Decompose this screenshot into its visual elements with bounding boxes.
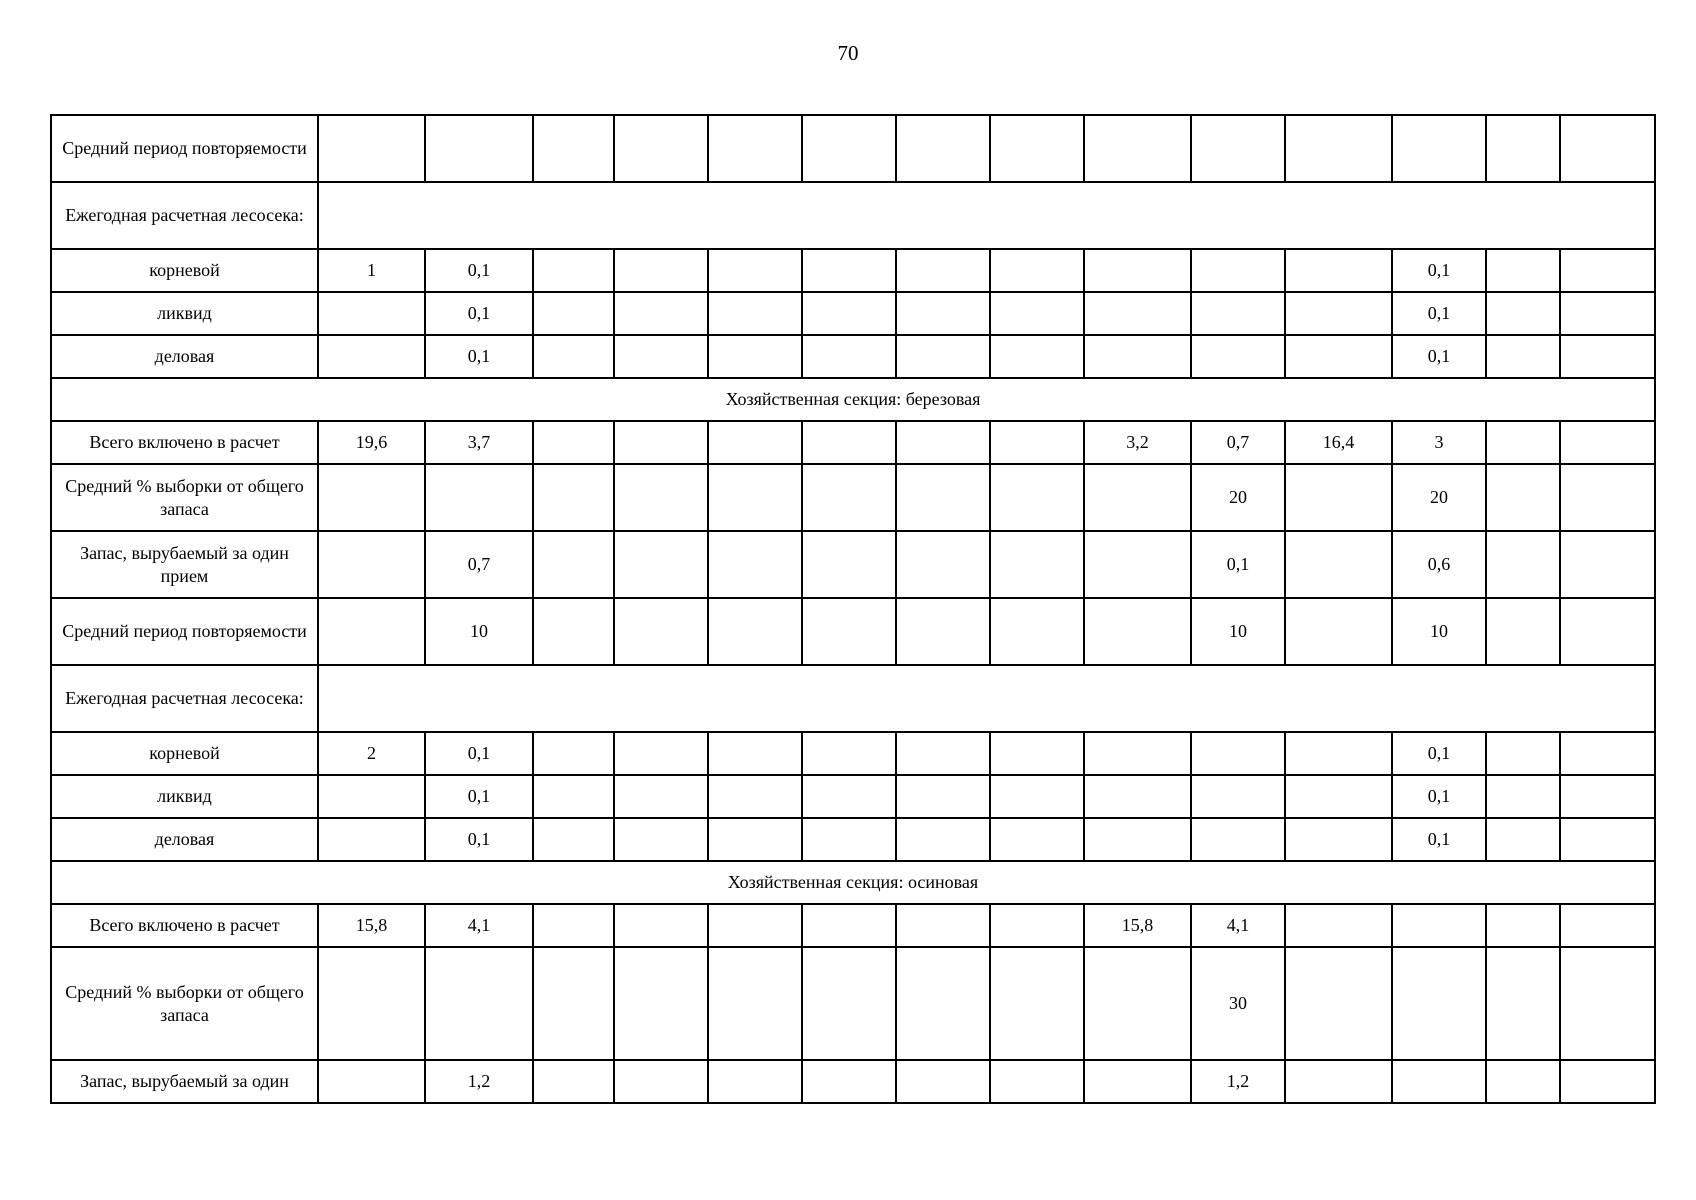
table-cell: 0,1 xyxy=(1392,292,1486,335)
table-cell: 0,1 xyxy=(425,249,533,292)
table-row xyxy=(51,182,1655,249)
row-label: Средний период повторяемости xyxy=(51,598,318,665)
table-cell xyxy=(318,335,425,378)
table-row xyxy=(51,531,1655,598)
table-cell xyxy=(1191,818,1285,861)
table-cell xyxy=(1285,115,1392,182)
table-row xyxy=(51,249,1655,292)
table-cell xyxy=(990,421,1084,464)
table-cell: 19,6 xyxy=(318,421,425,464)
row-label: ликвид xyxy=(51,775,318,818)
forest-data-table xyxy=(50,114,1656,1104)
table-cell xyxy=(1560,732,1655,775)
table-cell xyxy=(614,292,708,335)
merged-empty-cell xyxy=(318,182,1655,249)
table-cell xyxy=(533,464,614,531)
table-cell xyxy=(1285,1060,1392,1103)
table-cell xyxy=(708,531,802,598)
table-cell xyxy=(614,775,708,818)
row-label: Средний % выборки от общего запаса xyxy=(51,947,318,1060)
row-label: Всего включено в расчет xyxy=(51,904,318,947)
table-cell xyxy=(1560,464,1655,531)
table-cell xyxy=(1084,335,1191,378)
table-row xyxy=(51,904,1655,947)
table-cell: 0,1 xyxy=(425,818,533,861)
table-cell xyxy=(1486,421,1560,464)
table-cell xyxy=(614,947,708,1060)
table-row xyxy=(51,292,1655,335)
table-cell xyxy=(708,464,802,531)
table-cell: 0,1 xyxy=(425,775,533,818)
table-cell xyxy=(802,598,896,665)
table-cell xyxy=(533,531,614,598)
table-cell xyxy=(896,292,990,335)
table-cell xyxy=(1560,249,1655,292)
table-cell: 0,1 xyxy=(1392,249,1486,292)
table-cell xyxy=(708,292,802,335)
table-cell xyxy=(896,904,990,947)
table-cell: 0,7 xyxy=(425,531,533,598)
table-cell xyxy=(1486,904,1560,947)
table-cell: 0,1 xyxy=(1392,818,1486,861)
table-cell: 10 xyxy=(1191,598,1285,665)
table-cell xyxy=(1392,947,1486,1060)
table-cell: 3,7 xyxy=(425,421,533,464)
table-cell: 4,1 xyxy=(1191,904,1285,947)
table-cell xyxy=(1285,335,1392,378)
table-cell xyxy=(990,775,1084,818)
table-cell xyxy=(1084,732,1191,775)
table-cell xyxy=(1285,464,1392,531)
row-label: ликвид xyxy=(51,292,318,335)
table-cell xyxy=(614,115,708,182)
table-cell xyxy=(708,115,802,182)
table-cell: 3,2 xyxy=(1084,421,1191,464)
table-cell xyxy=(802,775,896,818)
table-cell xyxy=(1486,732,1560,775)
section-header-row xyxy=(51,378,1655,421)
table-cell xyxy=(1560,335,1655,378)
table-cell xyxy=(318,1060,425,1103)
table-cell xyxy=(614,904,708,947)
table-cell xyxy=(802,947,896,1060)
table-cell xyxy=(1191,292,1285,335)
table-row xyxy=(51,464,1655,531)
table-cell xyxy=(990,904,1084,947)
table-cell xyxy=(1560,775,1655,818)
table-cell: 0,1 xyxy=(425,732,533,775)
table-cell xyxy=(1285,947,1392,1060)
table-cell xyxy=(1560,598,1655,665)
table-cell xyxy=(708,732,802,775)
table-cell xyxy=(1285,292,1392,335)
table-cell xyxy=(1285,904,1392,947)
table-cell xyxy=(990,598,1084,665)
table-cell xyxy=(425,947,533,1060)
table-cell: 0,7 xyxy=(1191,421,1285,464)
table-row xyxy=(51,1060,1655,1103)
table-cell xyxy=(708,904,802,947)
table-cell xyxy=(533,421,614,464)
row-label: Всего включено в расчет xyxy=(51,421,318,464)
table-cell xyxy=(533,775,614,818)
table-cell xyxy=(1486,775,1560,818)
table-cell xyxy=(802,732,896,775)
table-cell xyxy=(1486,249,1560,292)
table-cell xyxy=(1191,775,1285,818)
table-cell xyxy=(1191,115,1285,182)
table-cell: 0,1 xyxy=(1392,775,1486,818)
table-cell xyxy=(533,598,614,665)
table-cell xyxy=(990,292,1084,335)
table-cell xyxy=(1285,775,1392,818)
table-cell xyxy=(990,1060,1084,1103)
table-cell xyxy=(1486,818,1560,861)
table-cell xyxy=(990,947,1084,1060)
table-cell xyxy=(896,335,990,378)
table-cell xyxy=(318,775,425,818)
table-cell xyxy=(318,947,425,1060)
table-cell xyxy=(1560,531,1655,598)
table-cell xyxy=(318,115,425,182)
table-cell xyxy=(802,818,896,861)
table-cell xyxy=(990,732,1084,775)
table-cell: 0,1 xyxy=(1191,531,1285,598)
table-cell xyxy=(802,115,896,182)
table-row xyxy=(51,665,1655,732)
table-cell xyxy=(614,421,708,464)
table-cell xyxy=(896,598,990,665)
section-header-row xyxy=(51,861,1655,904)
table-cell: 10 xyxy=(1392,598,1486,665)
page-number: 70 xyxy=(837,41,859,65)
table-cell: 1,2 xyxy=(1191,1060,1285,1103)
table-cell xyxy=(802,1060,896,1103)
table-cell xyxy=(1084,531,1191,598)
table-cell xyxy=(990,249,1084,292)
table-cell xyxy=(1486,464,1560,531)
table-cell: 2 xyxy=(318,732,425,775)
row-label: Ежегодная расчетная лесосека: xyxy=(51,182,318,249)
table-cell xyxy=(1084,818,1191,861)
table-row xyxy=(51,335,1655,378)
table-cell xyxy=(708,818,802,861)
table-cell xyxy=(533,732,614,775)
table-row xyxy=(51,115,1655,182)
table-cell xyxy=(1084,115,1191,182)
table-cell xyxy=(318,818,425,861)
table-cell xyxy=(1084,775,1191,818)
table-cell: 0,1 xyxy=(1392,732,1486,775)
table-cell xyxy=(1560,421,1655,464)
table-cell xyxy=(802,249,896,292)
table-row xyxy=(51,947,1655,1060)
table-cell xyxy=(896,775,990,818)
table-row xyxy=(51,775,1655,818)
table-cell xyxy=(708,775,802,818)
table-cell xyxy=(614,335,708,378)
table-cell xyxy=(708,1060,802,1103)
table-cell: 3 xyxy=(1392,421,1486,464)
table-cell xyxy=(1560,818,1655,861)
table-cell xyxy=(708,335,802,378)
table-cell xyxy=(896,249,990,292)
table-row xyxy=(51,421,1655,464)
table-cell xyxy=(1486,947,1560,1060)
table-cell xyxy=(1285,249,1392,292)
table-cell xyxy=(1486,531,1560,598)
table-cell: 0,1 xyxy=(425,292,533,335)
table-cell xyxy=(1486,598,1560,665)
table-cell xyxy=(802,531,896,598)
table-cell xyxy=(1560,1060,1655,1103)
table-cell: 0,1 xyxy=(425,335,533,378)
row-label: корневой xyxy=(51,249,318,292)
table-cell xyxy=(1486,1060,1560,1103)
table-cell xyxy=(990,464,1084,531)
table-cell xyxy=(1084,598,1191,665)
table-cell xyxy=(1486,292,1560,335)
table-cell xyxy=(1392,115,1486,182)
table-cell xyxy=(318,292,425,335)
section-title: Хозяйственная секция: осиновая xyxy=(51,861,1655,904)
table-cell: 10 xyxy=(425,598,533,665)
table-cell xyxy=(1560,292,1655,335)
table-cell: 0,1 xyxy=(1392,335,1486,378)
table-cell: 0,6 xyxy=(1392,531,1486,598)
table-cell xyxy=(802,421,896,464)
row-label: Запас, вырубаемый за один xyxy=(51,1060,318,1103)
table-cell xyxy=(1392,1060,1486,1103)
table-row xyxy=(51,818,1655,861)
table-cell xyxy=(1191,732,1285,775)
table-row xyxy=(51,732,1655,775)
table-cell xyxy=(990,818,1084,861)
table-cell xyxy=(802,292,896,335)
table-cell xyxy=(802,464,896,531)
table-cell xyxy=(896,115,990,182)
table-cell xyxy=(318,531,425,598)
table-cell xyxy=(533,292,614,335)
table-cell xyxy=(1392,904,1486,947)
row-label: Средний % выборки от общего запаса xyxy=(51,464,318,531)
table-cell xyxy=(1285,818,1392,861)
row-label: Ежегодная расчетная лесосека: xyxy=(51,665,318,732)
table-cell: 20 xyxy=(1392,464,1486,531)
table-cell xyxy=(896,1060,990,1103)
table-cell xyxy=(1486,335,1560,378)
table-cell xyxy=(614,464,708,531)
table-cell xyxy=(614,732,708,775)
table-cell xyxy=(1084,464,1191,531)
table-cell xyxy=(533,249,614,292)
table-cell: 1,2 xyxy=(425,1060,533,1103)
table-cell xyxy=(425,464,533,531)
table-cell xyxy=(708,947,802,1060)
table-cell xyxy=(614,598,708,665)
row-label: Запас, вырубаемый за один прием xyxy=(51,531,318,598)
table-cell xyxy=(614,818,708,861)
table-cell: 15,8 xyxy=(1084,904,1191,947)
table-cell: 16,4 xyxy=(1285,421,1392,464)
table-cell xyxy=(1084,249,1191,292)
table-cell xyxy=(1486,115,1560,182)
table-cell xyxy=(708,249,802,292)
row-label: корневой xyxy=(51,732,318,775)
table-cell xyxy=(802,335,896,378)
table-cell xyxy=(1560,904,1655,947)
table-cell: 30 xyxy=(1191,947,1285,1060)
table-cell xyxy=(533,904,614,947)
table-cell xyxy=(802,904,896,947)
table-cell xyxy=(533,115,614,182)
table-cell xyxy=(614,531,708,598)
table-cell xyxy=(1560,947,1655,1060)
row-label: деловая xyxy=(51,818,318,861)
table-cell xyxy=(1084,947,1191,1060)
table-cell xyxy=(533,1060,614,1103)
row-label: Средний период повторяемости xyxy=(51,115,318,182)
row-label: деловая xyxy=(51,335,318,378)
table-cell xyxy=(533,335,614,378)
merged-empty-cell xyxy=(318,665,1655,732)
table-cell xyxy=(896,421,990,464)
table-cell xyxy=(533,947,614,1060)
table-cell xyxy=(1084,292,1191,335)
table-cell xyxy=(318,598,425,665)
table-cell xyxy=(318,464,425,531)
table-cell xyxy=(614,1060,708,1103)
table-cell xyxy=(1191,335,1285,378)
table-cell xyxy=(425,115,533,182)
table-cell xyxy=(896,732,990,775)
section-title: Хозяйственная секция: березовая xyxy=(51,378,1655,421)
table-cell xyxy=(1285,531,1392,598)
table-cell xyxy=(990,531,1084,598)
table-cell xyxy=(896,818,990,861)
table-cell xyxy=(896,531,990,598)
table-cell xyxy=(990,335,1084,378)
table-cell xyxy=(896,464,990,531)
table-cell xyxy=(708,598,802,665)
table-cell xyxy=(1560,115,1655,182)
table-cell xyxy=(1084,1060,1191,1103)
table-cell: 4,1 xyxy=(425,904,533,947)
table-cell xyxy=(1285,732,1392,775)
table-cell: 1 xyxy=(318,249,425,292)
table-row xyxy=(51,598,1655,665)
table-cell xyxy=(533,818,614,861)
table-cell xyxy=(896,947,990,1060)
table-cell: 15,8 xyxy=(318,904,425,947)
table-cell xyxy=(614,249,708,292)
table-cell xyxy=(990,115,1084,182)
table-cell xyxy=(1191,249,1285,292)
table-cell xyxy=(708,421,802,464)
table-cell xyxy=(1285,598,1392,665)
table-cell: 20 xyxy=(1191,464,1285,531)
